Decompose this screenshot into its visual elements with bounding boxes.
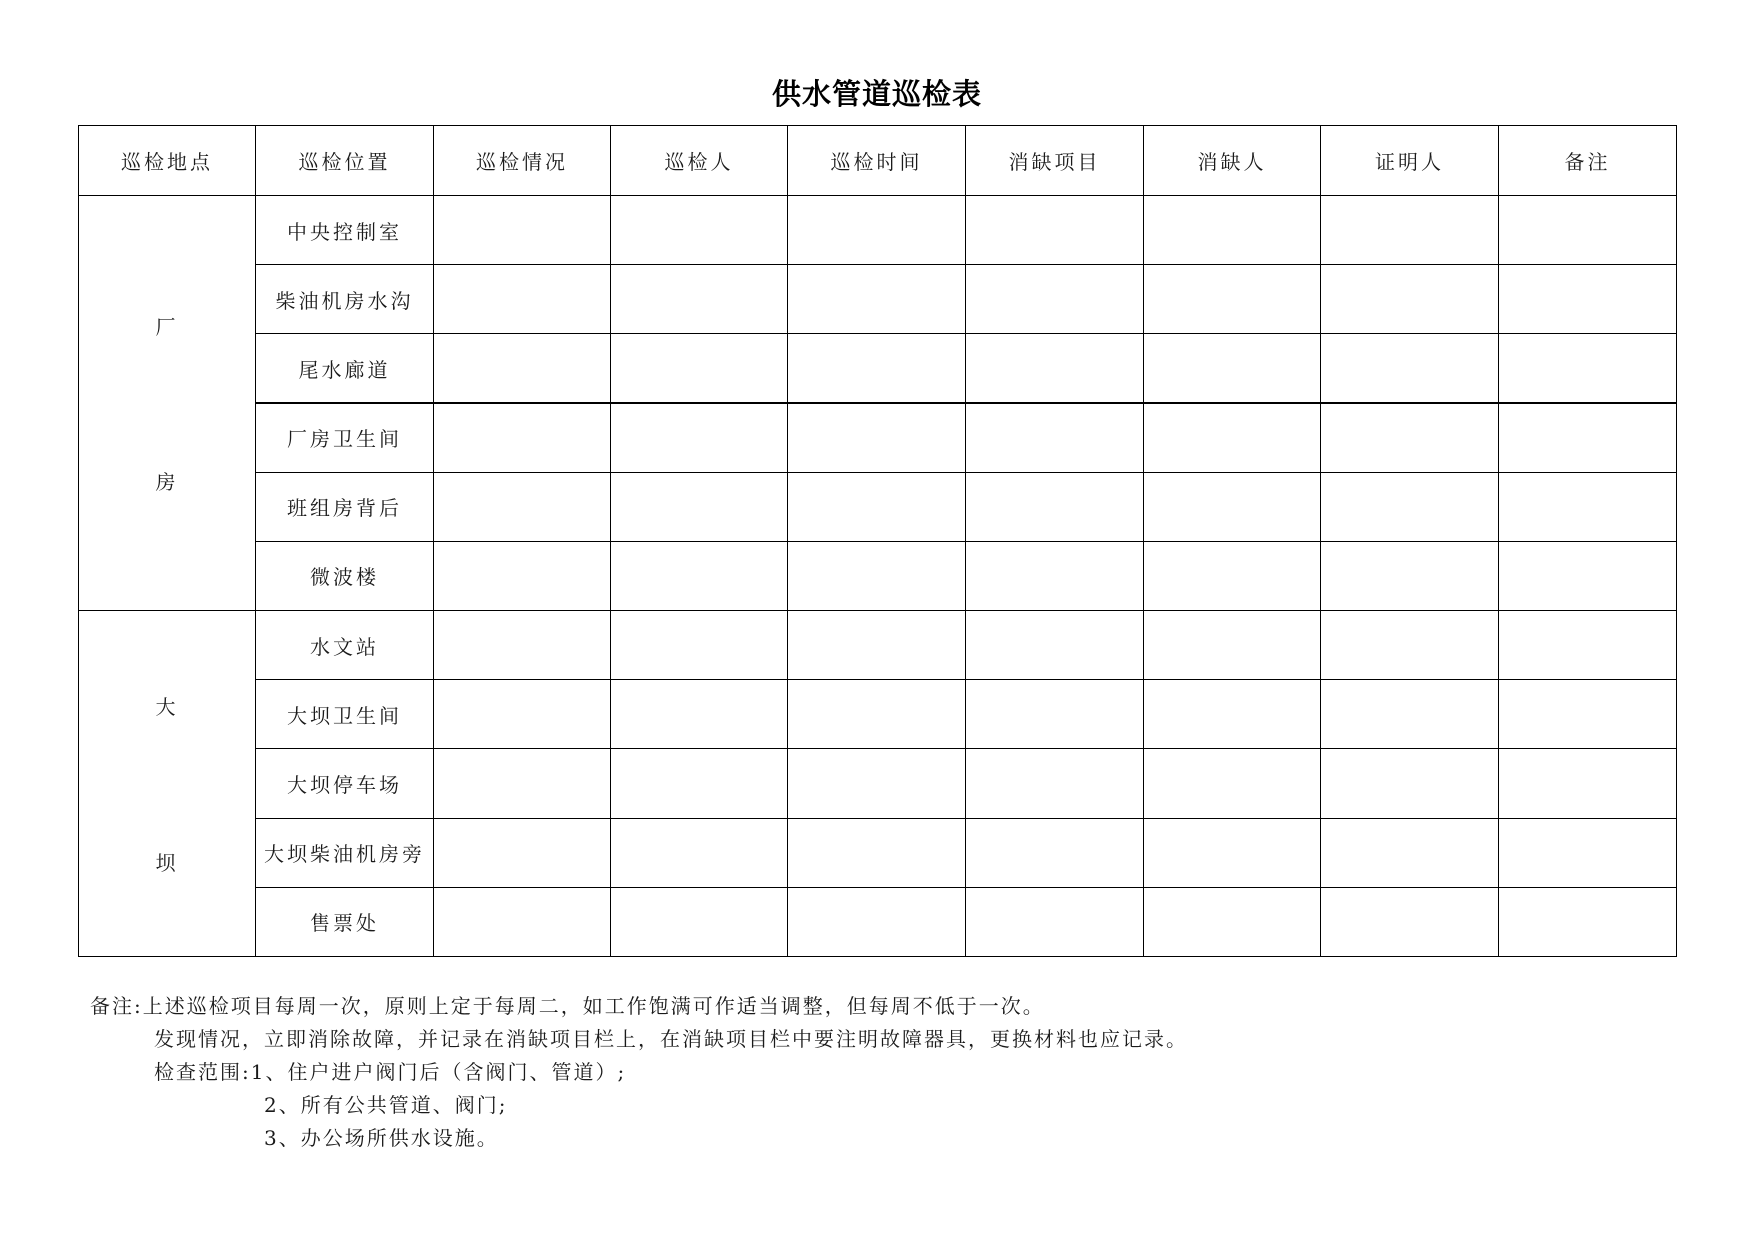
entry-cell[interactable] [1144, 749, 1321, 818]
entry-cell[interactable] [966, 611, 1144, 680]
entry-cell[interactable] [1499, 818, 1677, 887]
location-cell: 微波楼 [256, 541, 434, 610]
table-row [79, 403, 1677, 472]
entry-cell[interactable] [611, 403, 788, 472]
entry-cell[interactable] [434, 818, 611, 887]
entry-cell[interactable] [1499, 472, 1677, 541]
entry-cell[interactable] [1321, 472, 1499, 541]
table-row [79, 196, 1677, 265]
area-char: 大 [155, 695, 179, 719]
entry-cell[interactable] [1144, 265, 1321, 334]
entry-cell[interactable] [611, 334, 788, 403]
entry-cell[interactable] [1499, 749, 1677, 818]
entry-cell[interactable] [1321, 749, 1499, 818]
entry-cell[interactable] [1144, 403, 1321, 472]
location-cell: 中央控制室 [256, 196, 434, 265]
entry-cell[interactable] [788, 334, 966, 403]
entry-cell[interactable] [611, 265, 788, 334]
entry-cell[interactable] [611, 680, 788, 749]
entry-cell[interactable] [1321, 611, 1499, 680]
scope-line-1 [90, 1056, 1188, 1089]
notes-section [90, 990, 1188, 1155]
entry-cell[interactable] [434, 749, 611, 818]
entry-cell[interactable] [966, 749, 1144, 818]
area-char: 坝 [155, 851, 179, 875]
table-row [79, 472, 1677, 541]
entry-cell[interactable] [611, 818, 788, 887]
location-cell: 售票处 [256, 887, 434, 956]
header-cell: 巡检地点 [79, 126, 256, 196]
table-row [79, 749, 1677, 818]
header-cell: 巡检情况 [434, 126, 611, 196]
entry-cell[interactable] [434, 196, 611, 265]
header-cell: 巡检时间 [788, 126, 966, 196]
entry-cell[interactable] [966, 887, 1144, 956]
entry-cell[interactable] [1144, 334, 1321, 403]
entry-cell[interactable] [788, 541, 966, 610]
area-cell [79, 196, 256, 611]
entry-cell[interactable] [1321, 680, 1499, 749]
entry-cell[interactable] [434, 680, 611, 749]
header-cell: 消缺项目 [966, 126, 1144, 196]
header-cell: 巡检位置 [256, 126, 434, 196]
notes-label: 备注: [90, 994, 143, 1018]
entry-cell[interactable] [1321, 403, 1499, 472]
entry-cell[interactable] [611, 749, 788, 818]
entry-cell[interactable] [1144, 680, 1321, 749]
notes-text: 上述巡检项目每周一次，原则上定于每周二，如工作饱满可作适当调整，但每周不低于一次。 [142, 994, 1045, 1018]
entry-cell[interactable] [1499, 196, 1677, 265]
page-title: 供水管道巡检表 [771, 77, 982, 111]
table-row [79, 334, 1677, 403]
entry-cell[interactable] [788, 611, 966, 680]
location-cell: 尾水廊道 [256, 334, 434, 403]
entry-cell[interactable] [1144, 887, 1321, 956]
entry-cell[interactable] [1321, 887, 1499, 956]
location-cell: 厂房卫生间 [256, 403, 434, 472]
entry-cell[interactable] [966, 334, 1144, 403]
entry-cell[interactable] [788, 818, 966, 887]
location-cell: 大坝停车场 [256, 749, 434, 818]
entry-cell[interactable] [788, 749, 966, 818]
header-cell: 消缺人 [1144, 126, 1321, 196]
entry-cell[interactable] [611, 472, 788, 541]
entry-cell[interactable] [434, 265, 611, 334]
entry-cell[interactable] [1499, 334, 1677, 403]
entry-cell[interactable] [1144, 818, 1321, 887]
entry-cell[interactable] [1144, 472, 1321, 541]
entry-cell[interactable] [1321, 818, 1499, 887]
entry-cell[interactable] [966, 472, 1144, 541]
entry-cell[interactable] [1321, 265, 1499, 334]
scope-item: 3、办公场所供水设施。 [264, 1126, 499, 1150]
header-cell: 证明人 [1321, 126, 1499, 196]
notes-line-1 [90, 990, 1188, 1023]
entry-cell[interactable] [434, 887, 611, 956]
entry-cell[interactable] [966, 265, 1144, 334]
entry-cell[interactable] [1144, 611, 1321, 680]
entry-cell[interactable] [788, 680, 966, 749]
table-row [79, 680, 1677, 749]
table-row [79, 541, 1677, 610]
entry-cell[interactable] [966, 680, 1144, 749]
table-row [79, 887, 1677, 956]
entry-cell[interactable] [788, 472, 966, 541]
entry-cell[interactable] [1499, 611, 1677, 680]
header-cell: 巡检人 [611, 126, 788, 196]
location-cell: 水文站 [256, 611, 434, 680]
notes-line-2: 发现情况，立即消除故障，并记录在消缺项目栏上，在消缺项目栏中要注明故障器具，更换材料也应记录。 [154, 1027, 1188, 1051]
entry-cell[interactable] [966, 196, 1144, 265]
entry-cell[interactable] [434, 334, 611, 403]
scope-item: 2、所有公共管道、阀门; [264, 1093, 508, 1117]
entry-cell[interactable] [611, 541, 788, 610]
entry-cell[interactable] [1499, 403, 1677, 472]
area-char: 厂 [155, 315, 179, 339]
header-cell: 备注 [1499, 126, 1677, 196]
location-cell: 柴油机房水沟 [256, 265, 434, 334]
area-cell [79, 611, 256, 957]
entry-cell[interactable] [434, 611, 611, 680]
entry-cell[interactable] [788, 196, 966, 265]
entry-cell[interactable] [1499, 680, 1677, 749]
entry-cell[interactable] [966, 541, 1144, 610]
entry-cell[interactable] [788, 403, 966, 472]
entry-cell[interactable] [1144, 196, 1321, 265]
entry-cell[interactable] [434, 541, 611, 610]
scope-item: 1、住户进户阀门后（含阀门、管道）; [250, 1060, 627, 1084]
entry-cell[interactable] [1321, 334, 1499, 403]
table-row [79, 265, 1677, 334]
scope-label: 检查范围: [154, 1060, 251, 1084]
entry-cell[interactable] [1321, 541, 1499, 610]
entry-cell[interactable] [1321, 196, 1499, 265]
entry-cell[interactable] [1499, 887, 1677, 956]
entry-cell[interactable] [966, 818, 1144, 887]
entry-cell[interactable] [1499, 541, 1677, 610]
entry-cell[interactable] [434, 472, 611, 541]
location-cell: 大坝卫生间 [256, 680, 434, 749]
entry-cell[interactable] [1499, 265, 1677, 334]
location-cell: 大坝柴油机房旁 [256, 818, 434, 887]
entry-cell[interactable] [611, 611, 788, 680]
table-row [79, 818, 1677, 887]
inspection-table [78, 125, 1677, 957]
entry-cell[interactable] [788, 887, 966, 956]
area-char: 房 [155, 470, 179, 494]
location-cell: 班组房背后 [256, 472, 434, 541]
table-row [79, 611, 1677, 680]
entry-cell[interactable] [1144, 541, 1321, 610]
header-row [79, 126, 1677, 196]
entry-cell[interactable] [434, 403, 611, 472]
entry-cell[interactable] [966, 403, 1144, 472]
entry-cell[interactable] [788, 265, 966, 334]
entry-cell[interactable] [611, 196, 788, 265]
entry-cell[interactable] [611, 887, 788, 956]
